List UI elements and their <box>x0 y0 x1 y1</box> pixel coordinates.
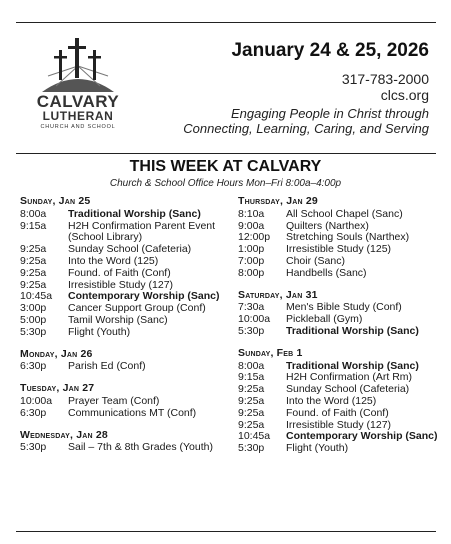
event-row <box>20 442 230 454</box>
event-description: Irresistible Study (125) <box>286 243 392 256</box>
event-description: Flight (Youth) <box>68 325 131 338</box>
crosses-icon <box>42 36 114 92</box>
event-description: Traditional Worship (Sanc) <box>286 324 419 337</box>
top-rule <box>16 22 436 23</box>
day-heading: Sunday, Feb 1 <box>238 346 303 359</box>
event-row <box>238 396 438 408</box>
event-description: Sail – 7th & 8th Grades (Youth) <box>68 441 213 454</box>
event-time: 9:00a <box>238 219 265 232</box>
day-heading: Saturday, Jan 31 <box>238 288 318 301</box>
event-description: Pickleball (Gym) <box>286 313 363 326</box>
event-time: 9:15a <box>238 371 265 384</box>
event-time: 8:10a <box>238 207 265 220</box>
event-description: Prayer Team (Conf) <box>68 394 160 407</box>
bottom-rule <box>16 531 436 532</box>
event-time: 5:00p <box>20 313 47 326</box>
event-description: Contemporary Worship (Sanc) <box>286 430 438 443</box>
section-title: THIS WEEK AT CALVARY <box>129 158 322 175</box>
event-description: Flight (Youth) <box>286 442 349 455</box>
header-rule <box>16 153 436 154</box>
event-time: 9:25a <box>238 394 265 407</box>
event-row <box>238 408 438 420</box>
event-time: 8:00p <box>238 266 265 279</box>
event-time: 8:00a <box>238 359 265 372</box>
event-description: Cancer Support Group (Conf) <box>68 302 206 315</box>
event-description: Parish Ed (Conf) <box>68 360 146 373</box>
event-row <box>238 209 438 221</box>
event-row <box>238 256 438 268</box>
phone-number: 317-783-2000 <box>341 71 429 87</box>
event-time: 9:15a <box>20 219 47 232</box>
tagline-line1: Engaging People in Christ through <box>230 106 429 121</box>
event-description: H2H Confirmation Parent Event (School Library) <box>68 219 216 244</box>
event-description: Found. of Faith (Conf) <box>286 406 389 419</box>
event-time: 5:30p <box>20 325 47 338</box>
event-row <box>20 268 230 280</box>
event-description: H2H Confirmation (Art Rm) <box>286 371 413 384</box>
event-row <box>20 327 230 339</box>
day-heading: Thursday, Jan 29 <box>238 195 318 207</box>
event-row <box>238 326 438 338</box>
day-heading: Monday, Jan 26 <box>20 347 93 360</box>
logo-name: CALVARY <box>36 92 120 111</box>
day-heading: Wednesday, Jan 28 <box>20 428 108 441</box>
event-description: Irresistible Study (127) <box>286 418 392 431</box>
event-description: Found. of Faith (Conf) <box>68 266 171 279</box>
event-time: 1:00p <box>238 243 265 256</box>
event-time: 5:30p <box>20 441 47 454</box>
event-time: 7:30a <box>238 301 265 314</box>
event-time: 12:00p <box>238 231 271 244</box>
event-row <box>20 361 230 373</box>
event-description: Irresistible Study (127) <box>68 278 174 291</box>
event-description: Traditional Worship (Sanc) <box>286 359 419 372</box>
event-time: 9:25a <box>238 418 265 431</box>
event-time: 6:30p <box>20 406 47 419</box>
event-row <box>20 221 230 245</box>
bulletin-date: January 24 & 25, 2026 <box>231 40 429 61</box>
event-description: Sunday School (Cafeteria) <box>68 243 192 256</box>
event-time: 9:25a <box>20 278 47 291</box>
event-time: 10:45a <box>238 430 271 443</box>
event-description: Quilters (Narthex) <box>286 219 369 232</box>
event-row <box>20 256 230 268</box>
event-description: Communications MT (Conf) <box>68 406 197 419</box>
event-time: 10:45a <box>20 290 53 303</box>
event-description: Handbells (Sanc) <box>286 266 367 279</box>
event-description: Into the Word (125) <box>286 394 377 407</box>
day-heading: Tuesday, Jan 27 <box>20 382 95 395</box>
event-row <box>20 209 230 221</box>
event-time: 9:25a <box>20 243 47 256</box>
event-description: Stretching Souls (Narthex) <box>286 231 410 244</box>
event-time: 5:30p <box>238 442 265 455</box>
event-time: 5:30p <box>238 324 265 337</box>
event-time: 9:25a <box>20 254 47 267</box>
schedule-right-column <box>238 196 438 455</box>
event-row <box>238 268 438 280</box>
event-description: Contemporary Worship (Sanc) <box>68 290 220 303</box>
event-row <box>20 396 230 408</box>
calvary-logo <box>28 36 128 130</box>
event-description: Choir (Sanc) <box>286 254 345 267</box>
event-time: 3:00p <box>20 302 47 315</box>
event-time: 9:25a <box>20 266 47 279</box>
event-time: 8:00a <box>20 207 47 220</box>
logo-name-line2: LUTHERAN <box>42 109 114 123</box>
event-description: Into the Word (125) <box>68 254 159 267</box>
event-time: 10:00a <box>20 394 53 407</box>
event-time: 9:25a <box>238 406 265 419</box>
event-row <box>20 408 230 420</box>
event-description: Sunday School (Cafeteria) <box>286 383 410 396</box>
event-row <box>238 443 438 455</box>
logo-tagline: CHURCH AND SCHOOL <box>40 124 116 130</box>
office-hours: Church & School Office Hours Mon–Fri 8:00a–4:00p <box>109 178 342 189</box>
day-heading: Sunday, Jan 25 <box>20 195 91 207</box>
event-row <box>20 315 230 327</box>
event-time: 6:30p <box>20 360 47 373</box>
event-time: 9:25a <box>238 383 265 396</box>
event-description: Tamil Worship (Sanc) <box>68 313 168 326</box>
schedule-left-column <box>20 196 230 454</box>
website-link[interactable]: clcs.org <box>380 87 429 103</box>
event-time: 10:00a <box>238 313 271 326</box>
event-description: All School Chapel (Sanc) <box>286 207 403 220</box>
event-description: Traditional Worship (Sanc) <box>68 207 201 220</box>
event-description: Men's Bible Study (Conf) <box>286 301 402 314</box>
tagline-line2: Connecting, Learning, Caring, and Serving <box>183 121 429 136</box>
event-time: 7:00p <box>238 254 265 267</box>
